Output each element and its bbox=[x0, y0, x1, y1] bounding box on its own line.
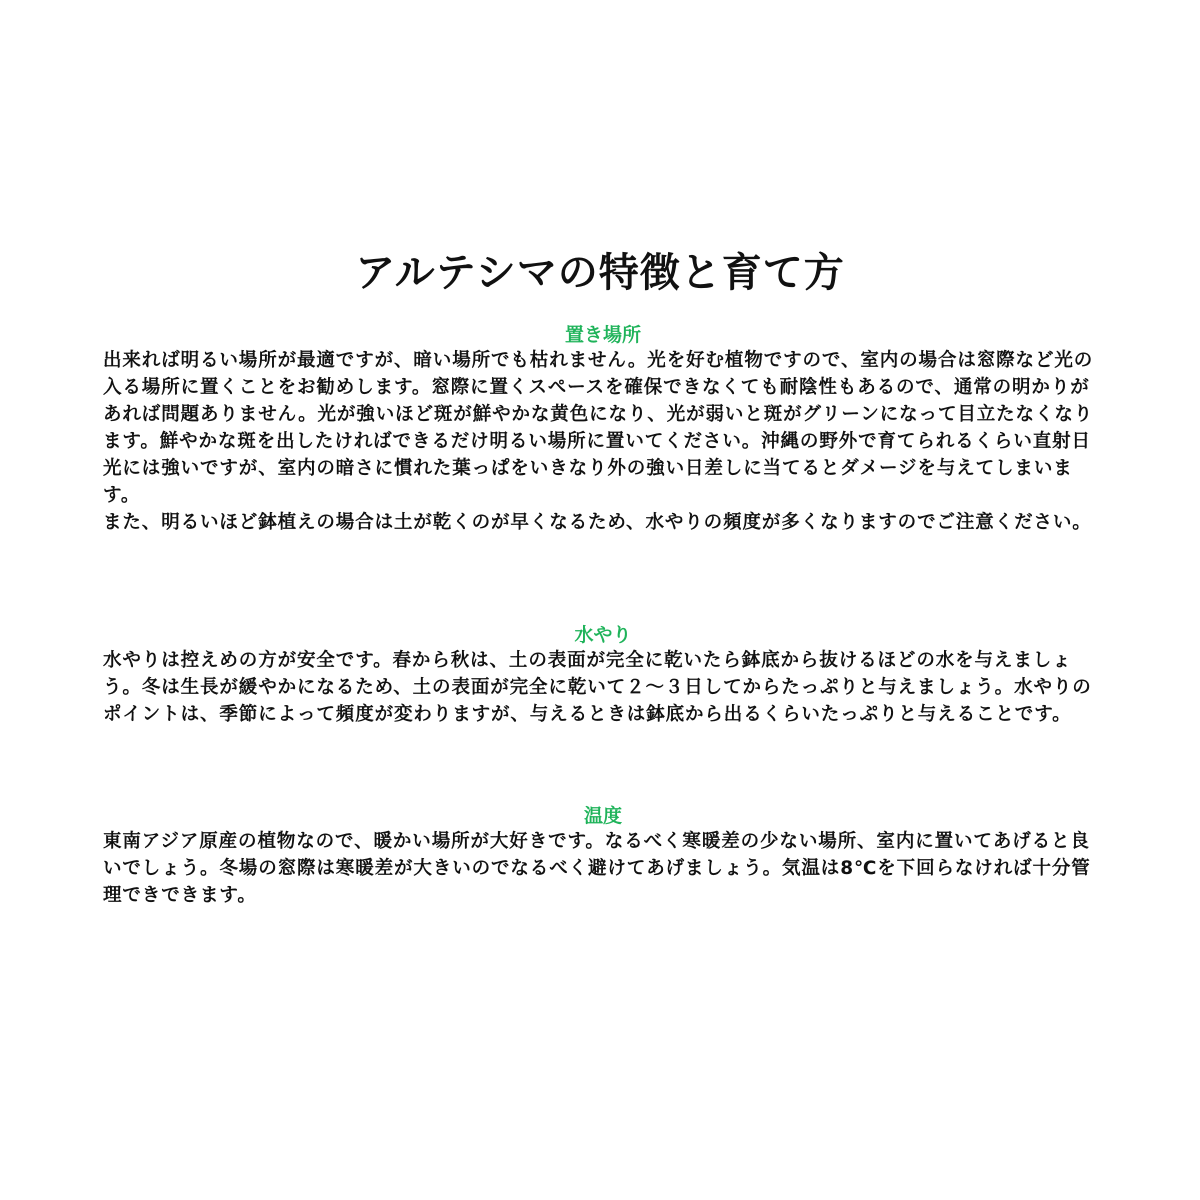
section-heading-placement: 置き場所 bbox=[564, 324, 641, 346]
section-body-temperature bbox=[103, 828, 1103, 909]
paragraph: また、明るいほど鉢植えの場合は土が乾くのが早くなるため、水やりの頻度が多くなりますのでご注意ください。 bbox=[103, 512, 1092, 533]
section-body-placement bbox=[103, 347, 1103, 536]
section-watering bbox=[103, 623, 1103, 728]
section-body-watering bbox=[103, 647, 1103, 728]
section-heading-watering: 水やり bbox=[574, 624, 632, 646]
paragraph: 水やりは控えめの方が安全です。春から秋は、土の表面が完全に乾いたら鉢底から抜けるほどの水を与えましょう。冬は生長が緩やかになるため、土の表面が完全に乾いて２～３日してからたっぷりと与えましょう。水やりのポイントは、季節によって頻度が変わりますが、与えるときは鉢底から出るくらいたっぷりと与えることです。 bbox=[103, 650, 1092, 725]
section-temperature bbox=[103, 804, 1103, 909]
paragraph: 出来れば明るい場所が最適ですが、暗い場所でも枯れません。光を好む植物ですので、室内の場合は窓際など光の入る場所に置くことをお勧めします。窓際に置くスペースを確保できなくても耐陰性もあるので、通常の明かりがあれば問題ありません。光が強いほど斑が鮮やかな黄色になり、光が弱いと斑がグリーンになって目立たなくなります。鮮やかな斑を出したければできるだけ明るい場所に置いてください。沖縄の野外で育てられるくらい直射日光には強いですが、室内の暗さに慣れた葉っぱをいきなり外の強い日差しに当てるとダメージを与えてしまいます。 bbox=[103, 350, 1094, 506]
paragraph: 東南アジア原産の植物なので、暖かい場所が大好きです。なるべく寒暖差の少ない場所、室内に置いてあげると良いでしょう。冬場の窓際は寒暖差が大きいのでなるべく避けてあげましょう。気温は8℃を下回らなければ十分管理できできます。 bbox=[103, 831, 1091, 906]
section-placement bbox=[103, 323, 1103, 536]
page-title: アルテシマの特徴と育て方 bbox=[355, 249, 845, 296]
section-heading-temperature: 温度 bbox=[583, 805, 622, 827]
